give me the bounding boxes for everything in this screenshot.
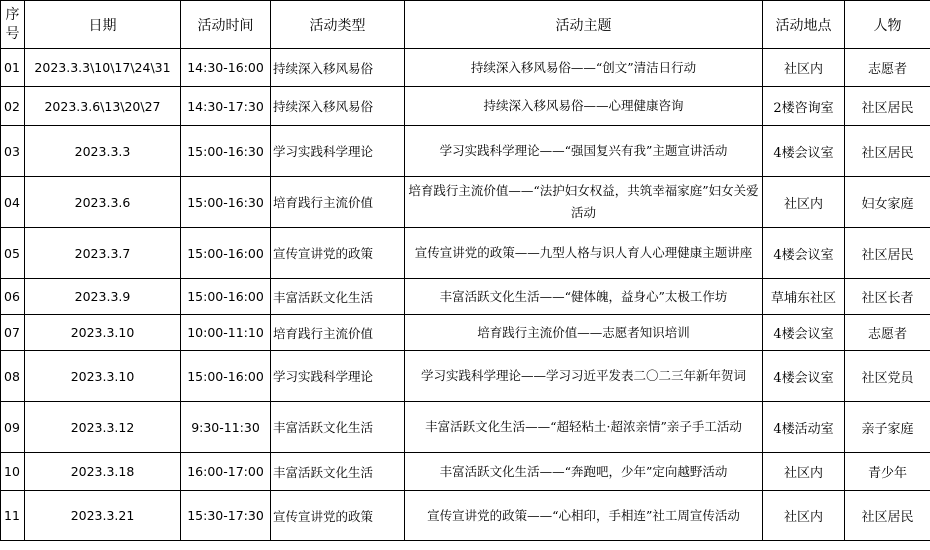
header-seq-top: 序 — [5, 6, 20, 23]
row-person: 社区长者 — [845, 279, 930, 315]
table-row — [1, 315, 930, 351]
row-person: 志愿者 — [845, 315, 930, 351]
table-row — [1, 49, 930, 87]
row-number: 10 — [1, 453, 25, 491]
row-date: 2023.3.6 — [25, 177, 181, 228]
row-place: 2楼咨询室 — [763, 87, 845, 126]
table-row — [1, 177, 930, 228]
table-row — [1, 126, 930, 177]
row-type: 持续深入移风易俗 — [271, 49, 405, 87]
row-person: 社区居民 — [845, 126, 930, 177]
table-row — [1, 491, 930, 541]
row-date: 2023.3.7 — [25, 228, 181, 279]
row-person: 志愿者 — [845, 49, 930, 87]
row-person: 青少年 — [845, 453, 930, 491]
header-seq — [1, 1, 25, 49]
row-number: 08 — [1, 351, 25, 402]
header-theme: 活动主题 — [405, 1, 763, 49]
row-theme: 学习实践科学理论——学习习近平发表二〇二三年新年贺词 — [405, 351, 763, 402]
row-type: 宣传宣讲党的政策 — [271, 228, 405, 279]
row-person: 妇女家庭 — [845, 177, 930, 228]
row-type: 丰富活跃文化生活 — [271, 402, 405, 453]
row-place: 4楼活动室 — [763, 402, 845, 453]
row-theme: 宣传宣讲党的政策——“心相印，手相连”社工周宣传活动 — [405, 491, 763, 541]
row-date: 2023.3.3 — [25, 126, 181, 177]
row-theme: 丰富活跃文化生活——“奔跑吧，少年”定向越野活动 — [405, 453, 763, 491]
row-date: 2023.3.10 — [25, 315, 181, 351]
row-theme: 学习实践科学理论——“强国复兴有我”主题宣讲活动 — [405, 126, 763, 177]
row-person: 社区居民 — [845, 491, 930, 541]
row-number: 06 — [1, 279, 25, 315]
row-place: 社区内 — [763, 49, 845, 87]
row-theme: 持续深入移风易俗——心理健康咨询 — [405, 87, 763, 126]
row-time: 15:00-16:30 — [181, 126, 271, 177]
row-place: 4楼会议室 — [763, 228, 845, 279]
row-place: 社区内 — [763, 177, 845, 228]
row-date: 2023.3.6\13\20\27 — [25, 87, 181, 126]
table-row — [1, 351, 930, 402]
row-time: 15:00-16:00 — [181, 279, 271, 315]
row-date: 2023.3.21 — [25, 491, 181, 541]
row-date: 2023.3.12 — [25, 402, 181, 453]
row-place: 4楼会议室 — [763, 315, 845, 351]
row-time: 16:00-17:00 — [181, 453, 271, 491]
row-place: 4楼会议室 — [763, 126, 845, 177]
header-date: 日期 — [25, 1, 181, 49]
row-date: 2023.3.3\10\17\24\31 — [25, 49, 181, 87]
row-type: 培育践行主流价值 — [271, 315, 405, 351]
row-theme: 持续深入移风易俗——“创文”清洁日行动 — [405, 49, 763, 87]
row-place: 4楼会议室 — [763, 351, 845, 402]
row-theme: 培育践行主流价值——志愿者知识培训 — [405, 315, 763, 351]
row-number: 02 — [1, 87, 25, 126]
row-type: 宣传宣讲党的政策 — [271, 491, 405, 541]
row-theme: 培育践行主流价值——“法护妇女权益，共筑幸福家庭”妇女关爱活动 — [405, 177, 763, 228]
row-number: 07 — [1, 315, 25, 351]
table-row — [1, 402, 930, 453]
row-place: 社区内 — [763, 453, 845, 491]
row-type: 丰富活跃文化生活 — [271, 279, 405, 315]
row-number: 11 — [1, 491, 25, 541]
row-place: 社区内 — [763, 491, 845, 541]
row-person: 社区居民 — [845, 228, 930, 279]
table-row — [1, 87, 930, 126]
row-number: 04 — [1, 177, 25, 228]
table-row — [1, 279, 930, 315]
row-type: 学习实践科学理论 — [271, 126, 405, 177]
row-time: 9:30-11:30 — [181, 402, 271, 453]
row-time: 15:00-16:00 — [181, 351, 271, 402]
row-number: 05 — [1, 228, 25, 279]
row-number: 01 — [1, 49, 25, 87]
row-theme: 宣传宣讲党的政策——九型人格与识人育人心理健康主题讲座 — [405, 228, 763, 279]
row-type: 丰富活跃文化生活 — [271, 453, 405, 491]
row-time: 10:00-11:10 — [181, 315, 271, 351]
header-type: 活动类型 — [271, 1, 405, 49]
header-place: 活动地点 — [763, 1, 845, 49]
table-row — [1, 228, 930, 279]
header-seq-bottom: 号 — [5, 25, 20, 42]
row-theme: 丰富活跃文化生活——“超轻粘土·超浓亲情”亲子手工活动 — [405, 402, 763, 453]
row-number: 09 — [1, 402, 25, 453]
row-place: 草埔东社区 — [763, 279, 845, 315]
row-date: 2023.3.18 — [25, 453, 181, 491]
row-person: 亲子家庭 — [845, 402, 930, 453]
row-type: 学习实践科学理论 — [271, 351, 405, 402]
table-row — [1, 453, 930, 491]
row-time: 15:00-16:30 — [181, 177, 271, 228]
header-time: 活动时间 — [181, 1, 271, 49]
row-time: 14:30-17:30 — [181, 87, 271, 126]
row-theme: 丰富活跃文化生活——“健体魄，益身心”太极工作坊 — [405, 279, 763, 315]
row-time: 15:30-17:30 — [181, 491, 271, 541]
header-person: 人物 — [845, 1, 930, 49]
row-number: 03 — [1, 126, 25, 177]
row-date: 2023.3.10 — [25, 351, 181, 402]
row-time: 15:00-16:00 — [181, 228, 271, 279]
header-row — [1, 1, 930, 49]
row-date: 2023.3.9 — [25, 279, 181, 315]
row-person: 社区居民 — [845, 87, 930, 126]
row-time: 14:30-16:00 — [181, 49, 271, 87]
row-type: 培育践行主流价值 — [271, 177, 405, 228]
row-person: 社区党员 — [845, 351, 930, 402]
row-type: 持续深入移风易俗 — [271, 87, 405, 126]
